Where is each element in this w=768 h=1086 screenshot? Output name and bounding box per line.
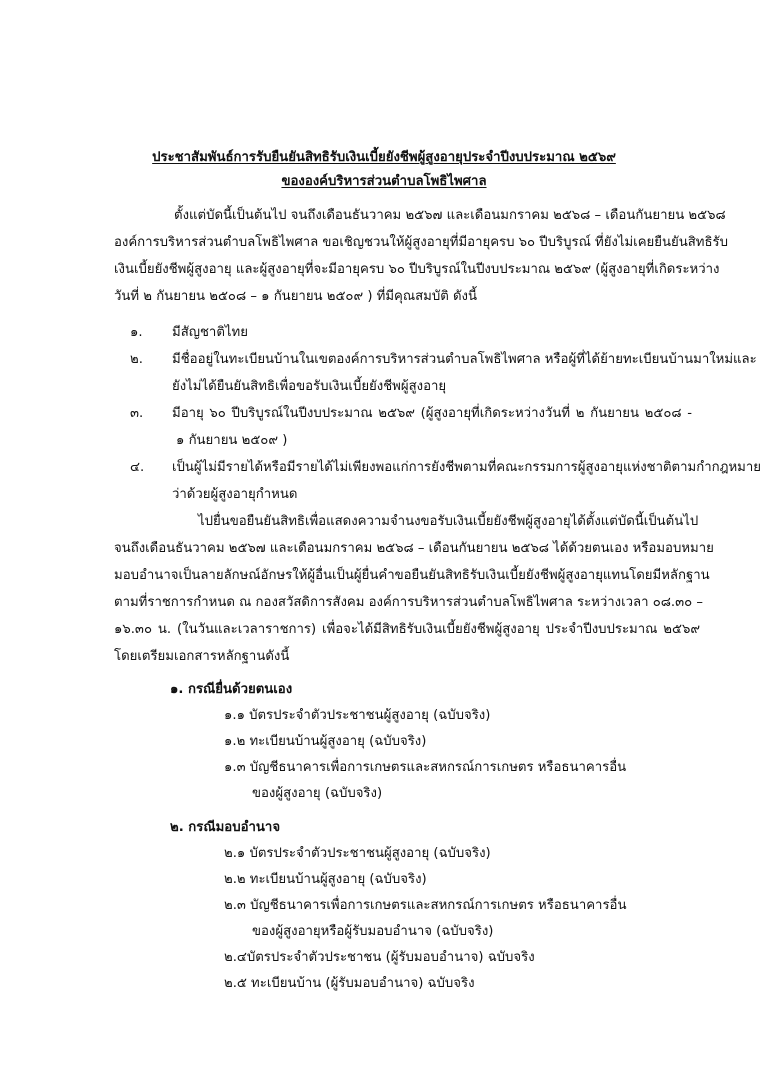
case-2-item-4: ๒.๔บัตรประจำตัวประชาชน (ผู้รับมอบอำนาจ) ฉบับจริง: [224, 950, 535, 965]
case-2-item-3-line-1: ๒.๓ บัญชีธนาคารเพื่อการเกษตรและสหกรณ์การเกษตร หรือธนาคารอื่น: [224, 898, 627, 913]
case-2-item-3-line-2: ของผู้สูงอายุหรือผู้รับมอบอำนาจ (ฉบับจริง): [252, 924, 494, 939]
criteria-4-number: ๔.: [130, 460, 145, 475]
case-1-heading: ๑. กรณียื่นด้วยตนเอง: [170, 682, 293, 697]
case-2-item-1: ๒.๑ บัตรประจำตัวประชาชนผู้สูงอายุ (ฉบับจริง): [224, 846, 491, 861]
case-1-item-2: ๑.๒ ทะเบียนบ้านผู้สูงอายุ (ฉบับจริง): [224, 734, 427, 749]
intro-line-1: ตั้งแต่บัดนี้เป็นต้นไป จนถึงเดือนธันวาคม ๒๕๖๗ และเดือนมกราคม ๒๕๖๘ – เดือนกันยายน ๒๕๖๘: [174, 208, 726, 223]
criteria-3-line-1: มีอายุ ๖๐ ปีบริบูรณ์ในปีงบประมาณ ๒๕๖๙ (ผู้สูงอายุที่เกิดระหว่างวันที่ ๒ กันยายน ๒๕๐๘ -: [172, 406, 692, 421]
case-2-item-5: ๒.๕ ทะเบียนบ้าน (ผู้รับมอบอำนาจ) ฉบับจริง: [224, 976, 475, 991]
case-1-item-3-line-2: ของผู้สูงอายุ (ฉบับจริง): [252, 786, 383, 801]
intro-line-3: เงินเบี้ยยังชีพผู้สูงอายุ และผู้สูงอายุที่จะมีอายุครบ ๖๐ ปีบริบูรณ์ในปีงบประมาณ ๒๕๖๙ (ผู้สูงอายุที่เกิดระหว่าง: [114, 262, 720, 277]
criteria-2-number: ๒.: [130, 352, 143, 367]
case-2-heading: ๒. กรณีมอบอำนาจ: [170, 820, 281, 835]
body-line-6: โดยเตรียมเอกสารหลักฐานดังนี้: [114, 649, 290, 664]
body-line-4: ตามที่ราชการกำหนด ณ กองสวัสดิการสังคม องค์การบริหารส่วนตำบลโพธิไพศาล ระหว่างเวลา ๐๘.๓๐ –: [114, 595, 703, 610]
document-title-line-2: ขององค์บริหารส่วนตำบลโพธิไพศาล: [281, 174, 487, 189]
body-line-2: จนถึงเดือนธันวาคม ๒๕๖๗ และเดือนมกราคม ๒๕๖๘ – เดือนกันยายน ๒๕๖๘ ได้ด้วยตนเอง หรือมอบหมาย: [114, 541, 714, 556]
criteria-1-number: ๑.: [130, 325, 143, 340]
intro-line-2: องค์การบริหารส่วนตำบลโพธิไพศาล ขอเชิญชวนให้ผู้สูงอายุที่มีอายุครบ ๖๐ ปีบริบูรณ์ ที่ยังไม่เคยยืนยันสิทธิรับ: [114, 235, 728, 250]
body-line-5: ๑๖.๓๐ น. (ในวันและเวลาราชการ) เพื่อจะได้มีสิทธิรับเงินเบี้ยยังชีพผู้สูงอายุ ประจำปีงบประมาณ ๒๕๖๙: [114, 622, 700, 637]
criteria-2-line-2: ยังไม่ได้ยืนยันสิทธิเพื่อขอรับเงินเบี้ยยังชีพผู้สูงอายุ: [172, 379, 447, 394]
criteria-1-line-1: มีสัญชาติไทย: [172, 325, 248, 340]
criteria-3-line-2: ๑ กันยายน ๒๕๐๙ ): [176, 433, 288, 448]
criteria-4-line-1: เป็นผู้ไม่มีรายได้หรือมีรายได้ไม่เพียงพอแก่การยังชีพตามที่คณะกรรมการผู้สูงอายุแห่งชาติตามกำกฎหมาย: [172, 460, 761, 475]
case-2-item-2: ๒.๒ ทะเบียนบ้านผู้สูงอายุ (ฉบับจริง): [224, 872, 427, 887]
criteria-2-line-1: มีชื่ออยู่ในทะเบียนบ้านในเขตองค์การบริหารส่วนตำบลโพธิไพศาล หรือผู้ที่ได้ย้ายทะเบียนบ้านมาใหม่และ: [172, 352, 757, 367]
criteria-4-line-2: ว่าด้วยผู้สูงอายุกำหนด: [172, 487, 298, 502]
case-1-item-1: ๑.๑ บัตรประจำตัวประชาชนผู้สูงอายุ (ฉบับจริง): [224, 708, 491, 723]
criteria-3-number: ๓.: [130, 406, 144, 421]
body-line-1: ไปยื่นขอยืนยันสิทธิเพื่อแสดงความจำนงขอรับเงินเบี้ยยังชีพผู้สูงอายุได้ตั้งแต่บัดนี้เป็นต้นไป: [198, 514, 699, 529]
intro-line-4: วันที่ ๒ กันยายน ๒๕๐๘ – ๑ กันยายน ๒๕๐๙ ) ที่มีคุณสมบัติ ดังนี้: [114, 289, 477, 304]
case-1-item-3-line-1: ๑.๓ บัญชีธนาคารเพื่อการเกษตรและสหกรณ์การเกษตร หรือธนาคารอื่น: [224, 760, 627, 775]
document-title-line-1: ประชาสัมพันธ์การรับยืนยันสิทธิรับเงินเบี้ยยังชีพผู้สูงอายุประจำปีงบประมาณ ๒๕๖๙: [152, 150, 616, 165]
body-line-3: มอบอำนาจเป็นลายลักษณ์อักษรให้ผู้อื่นเป็นผู้ยื่นคำขอยืนยันสิทธิรับเงินเบี้ยยังชีพผู้สูงอายุแทนโดยมีหลักฐาน: [114, 568, 710, 583]
